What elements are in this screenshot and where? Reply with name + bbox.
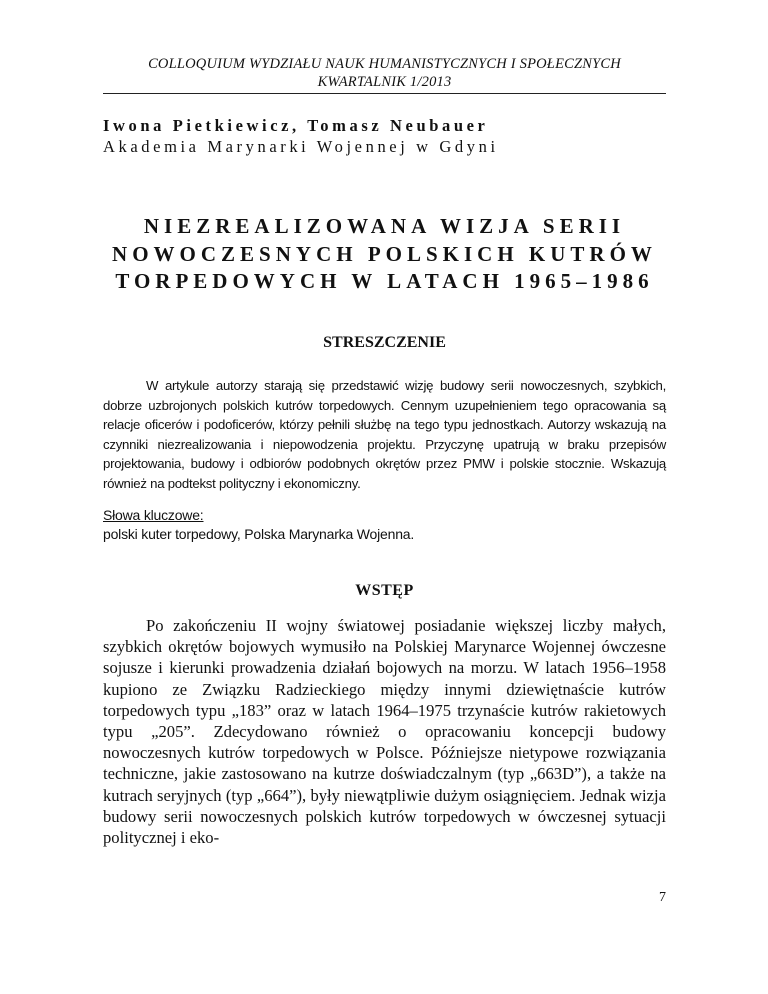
- intro-heading: WSTĘP: [355, 582, 414, 599]
- author-affiliation: Akademia Marynarki Wojennej w Gdyni: [103, 137, 499, 156]
- abstract-heading: STRESZCZENIE: [323, 334, 446, 351]
- keywords-label: Słowa kluczowe:: [103, 507, 204, 523]
- article-title-line-1: NIEZREALIZOWANA WIZJA SERII: [143, 214, 626, 238]
- journal-header-line-2: KWARTALNIK 1/2013: [317, 74, 452, 90]
- article-authors: Iwona Pietkiewicz, Tomasz Neubauer: [103, 116, 489, 135]
- intro-paragraph: Po zakończeniu II wojny światowej posiadanie większej liczby małych, szybkich okrętów bojowych wymusiło na Polskiej Marynarce Wojennej ówczesne sojusze i kierunki prowadzenia działań bojowych na morzu. W latach 1956–1958 kupiono ze Związku Radzieckiego między innymi dziewiętnaście kutrów torpedowych typu „183” oraz w latach 1964–1975 trzynaście kutrów rakietowych typu „205”. Zdecydowano również o opracowaniu koncepcji budowy nowoczesnych kutrów torpedowych w Polsce. Późniejsze nietypowe rozwiązania techniczne, jakie zastosowano na kutrze doświadczalnym (typ „663D”), a także na kutrach seryjnych (typ „664”), były niewątpliwie dużym osiągnięciem. Jednak wizja budowy serii nowoczesnych polskich kutrów torpedowych w ówczesnej sytuacji politycznej i eko-: [103, 616, 666, 848]
- keywords-value: polski kuter torpedowy, Polska Marynarka Wojenna.: [103, 526, 415, 542]
- article-title: [103, 213, 666, 296]
- article-title-line-3: TORPEDOWYCH W LATACH 1965–1986: [115, 269, 654, 293]
- header-divider: [103, 93, 666, 94]
- article-title-line-2: NOWOCZESNYCH POLSKICH KUTRÓW: [112, 241, 657, 266]
- journal-header-line-1: COLLOQUIUM WYDZIAŁU NAUK HUMANISTYCZNYCH I SPOŁECZNYCH: [148, 56, 621, 72]
- journal-header: [103, 55, 666, 91]
- abstract-text: W artykule autorzy starają się przedstawić wizję budowy serii nowoczesnych, szybkich, dobrze uzbrojonych polskich kutrów torpedowych. Cennym uzupełnieniem tego opracowania są relacje oficerów i podoficerów, którzy pełnili służbę na tego typu jednostkach. Autorzy wskazują na czynniki niezrealizowania i niepowodzenia projektu. Przyczynę upatrują w braku przepisów projektowania, budowy i odbiorów podobnych okrętów przez PMW i polskie stocznie. Wskazują również na podtekst polityczny i ekonomiczny.: [103, 378, 666, 491]
- page-number: 7: [659, 890, 666, 905]
